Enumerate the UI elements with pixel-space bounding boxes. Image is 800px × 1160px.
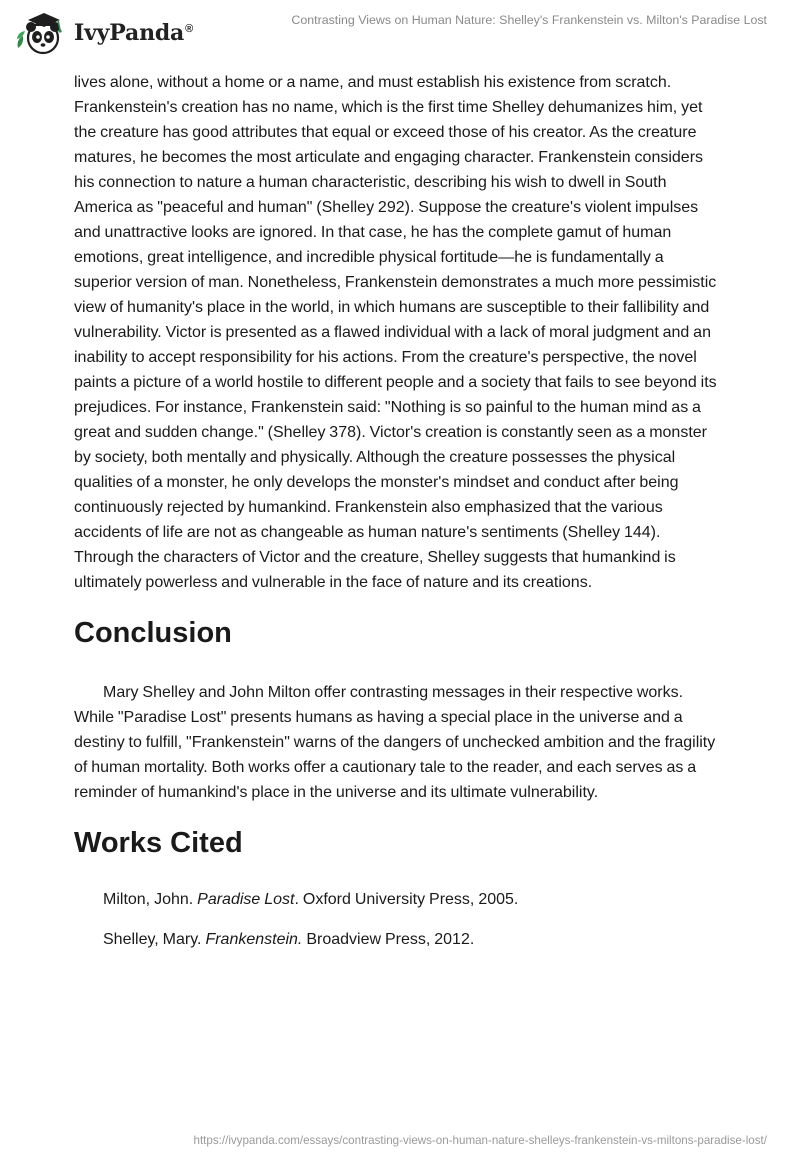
- conclusion-paragraph: Mary Shelley and John Milton offer contrasting messages in their respective works. While "Paradise Lost" presents humans as having a special place in the universe and a destiny to fulfill, "Frankenstein" warns of the dangers of unchecked ambition and the fragility of human mortality. Both works offer a cautionary tale to the reader, and each serves as a reminder of humankind's place in the universe and its ultimate vulnerability.: [74, 684, 716, 801]
- citation-entry-milton: [103, 887, 722, 912]
- citation-publisher: . Oxford University Press, 2005.: [294, 891, 519, 908]
- conclusion-heading: Conclusion: [74, 617, 232, 649]
- body-paragraph: lives alone, without a home or a name, and must establish his existence from scratch. Frankenstein's creation has no name, which is the first time Shelley dehumanizes him, yet the creature has good attributes that equal or exceed those of his creator. As the creature matures, he becomes the most articulate and engaging character. Frankenstein considers his connection to nature a human characteristic, describing his wish to dwell in South America as "peaceful and human" (Shelley 292). Suppose the creature's violent impulses and unattractive looks are ignored. In that case, he has the complete gamut of human emotions, great intelligence, and incredible physical fortitude—he is fundamentally a superior version of man. Nonetheless, Frankenstein demonstrates a much more pessimistic view of humanity's place in the world, in which humans are susceptible to their fallibility and vulnerability. Victor is presented as a flawed individual with a lack of moral judgment and an inability to accept responsibility for his actions. From the creature's perspective, the novel paints a picture of a world hostile to different people and a society that fails to see beyond its prejudices. For instance, Frankenstein said: "Nothing is so painful to the human mind as a great and sudden change." (Shelley 378). Victor's creation is constantly seen as a monster by society, both mentally and physically. Although the creature possesses the physical qualities of a monster, he only develops the monster's mindset and conduct after being continuously rejected by humankind. Frankenstein also emphasized that the various accidents of life are not as changeable as human nature's sentiments (Shelley 144). Through the characters of Victor and the creature, Shelley suggests that humankind is ultimately powerless and vulnerable in the face of nature and its creations.: [74, 74, 717, 591]
- essay-content: [74, 70, 722, 967]
- citation-publisher: Broadview Press, 2012.: [302, 931, 475, 948]
- works-cited-heading: Works Cited: [74, 827, 243, 859]
- panda-graduate-icon: [14, 8, 68, 58]
- registered-mark: ®: [185, 22, 194, 35]
- footer-source-url[interactable]: https://ivypanda.com/essays/contrasting-views-on-human-nature-shelleys-frankenstein-vs-miltons-paradise-lost/: [193, 1134, 767, 1147]
- document-title: Contrasting Views on Human Nature: Shelley's Frankenstein vs. Milton's Paradise Lost: [291, 13, 767, 27]
- citation-title: Paradise Lost: [197, 891, 295, 908]
- ivypanda-logo[interactable]: [14, 8, 193, 58]
- citation-entry-shelley: [103, 927, 722, 952]
- citation-author: Milton, John.: [103, 891, 198, 908]
- page-header: [0, 0, 800, 70]
- citation-title: Frankenstein.: [205, 931, 303, 948]
- brand-name: IvyPanda®: [74, 20, 194, 46]
- citation-author: Shelley, Mary.: [103, 931, 206, 948]
